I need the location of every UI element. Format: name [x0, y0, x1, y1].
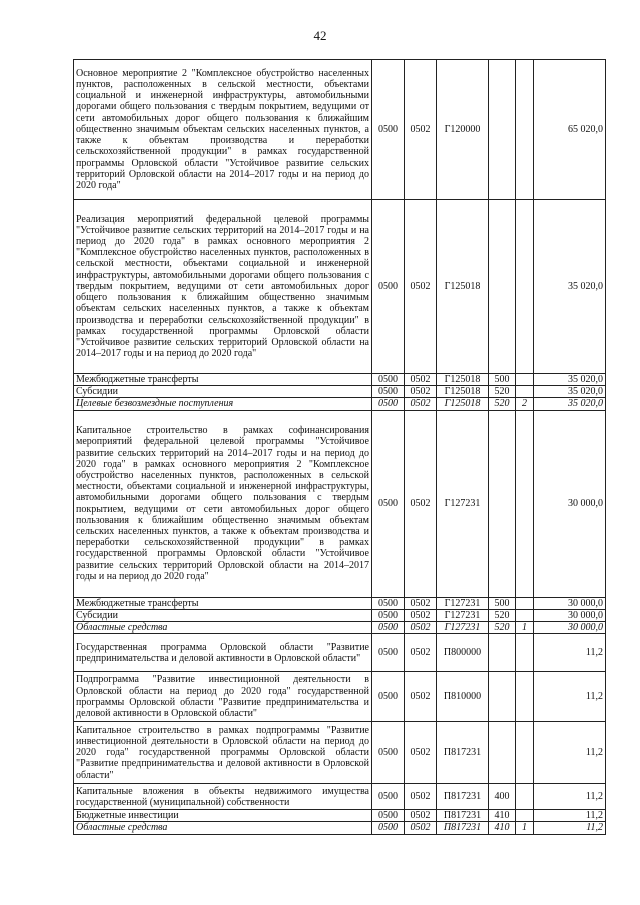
table-row — [74, 398, 606, 410]
expense-type-code — [489, 60, 516, 200]
table-row — [74, 597, 606, 609]
budget-table — [73, 59, 606, 835]
section-code: 0500 — [372, 622, 405, 634]
funding-kind — [516, 200, 534, 374]
table-row — [74, 722, 606, 784]
row-description: Областные средства — [74, 622, 372, 634]
row-description: Капитальные вложения в объекты недвижимого имущества государственной (муниципальной) собственности — [74, 784, 372, 810]
target-article-code: Г125018 — [437, 200, 489, 374]
section-code: 0500 — [372, 822, 405, 834]
table-row — [74, 60, 606, 200]
subsection-code: 0502 — [405, 784, 437, 810]
funding-kind — [516, 386, 534, 398]
amount: 11,2 — [534, 822, 606, 834]
table-row — [74, 374, 606, 386]
table-row — [74, 810, 606, 822]
table-row — [74, 634, 606, 672]
subsection-code: 0502 — [405, 810, 437, 822]
row-description: Капитальное строительство в рамках софинансирования мероприятий федеральной целевой программы "Устойчивое развитие сельских территорий на 2014–2017 годы и на период до 2020 года" в рамках основного мероприятия 2 "Комплексное обустройство населенных пунктов, расположенных в сельской местности, объектами социальной и инженерной инфраструктуры, автомобильными дорогами общего пользования с твердым покрытием, ведущими от сети автомобильных дорог общего пользования к ближайшим общественно значимым объектам сельских населенных пунктов, а также к объектам производства и переработки сельскохозяйственной продукции" в рамках государственной программы Орловской области "Устойчивое развитие сельских территорий Орловской области на 2014–2017 годы и на период до 2020 года" — [74, 410, 372, 597]
target-article-code: Г127231 — [437, 597, 489, 609]
table-row — [74, 622, 606, 634]
section-code: 0500 — [372, 398, 405, 410]
subsection-code: 0502 — [405, 609, 437, 621]
expense-type-code: 520 — [489, 622, 516, 634]
amount: 11,2 — [534, 722, 606, 784]
target-article-code: П817231 — [437, 810, 489, 822]
amount: 65 020,0 — [534, 60, 606, 200]
amount: 35 020,0 — [534, 386, 606, 398]
subsection-code: 0502 — [405, 60, 437, 200]
subsection-code: 0502 — [405, 374, 437, 386]
amount: 30 000,0 — [534, 609, 606, 621]
section-code: 0500 — [372, 672, 405, 722]
funding-kind — [516, 597, 534, 609]
row-description: Подпрограмма "Развитие инвестиционной деятельности в Орловской области на период до 2020 года" государственной программы Орловской области "Развитие предпринимательства и деловой активности в Орловской области" — [74, 672, 372, 722]
subsection-code: 0502 — [405, 634, 437, 672]
funding-kind — [516, 410, 534, 597]
section-code: 0500 — [372, 200, 405, 374]
subsection-code: 0502 — [405, 410, 437, 597]
expense-type-code — [489, 634, 516, 672]
row-description: Реализация мероприятий федеральной целевой программы "Устойчивое развитие сельских территорий на 2014–2017 годы и на период до 2020 года" в рамках основного мероприятия 2 "Комплексное обустройство населенных пунктов, расположенных в сельской местности, объектами социальной и инженерной инфраструктуры, автомобильными дорогами общего пользования с твердым покрытием, ведущими от сети автомобильных дорог общего пользования к ближайшим общественно значимым объектам сельских населенных пунктов, а также к объектам производства и переработки сельскохозяйственной продукции" в рамках государственной программы Орловской области "Устойчивое развитие сельских территорий Орловской области на 2014–2017 годы и на период до 2020 года" — [74, 200, 372, 374]
expense-type-code: 520 — [489, 609, 516, 621]
amount: 35 020,0 — [534, 200, 606, 374]
target-article-code: Г127231 — [437, 410, 489, 597]
funding-kind — [516, 672, 534, 722]
subsection-code: 0502 — [405, 622, 437, 634]
subsection-code: 0502 — [405, 822, 437, 834]
row-description: Основное мероприятие 2 "Комплексное обустройство населенных пунктов, расположенных в сельской местности, объектами социальной и инженерной инфраструктуры, автомобильными дорогами общего пользования с твердым покрытием, ведущими от сети автомобильных дорог общего пользования к ближайшим общественно значимым объектам сельских населенных пунктов, а также к объектам производства и переработки сельскохозяйственной продукции" в рамках государственной программы Орловской области "Устойчивое развитие сельских территорий Орловской области на 2014–2017 годы и на период до 2020 года" — [74, 60, 372, 200]
row-description: Межбюджетные трансферты — [74, 597, 372, 609]
page-number: 42 — [313, 28, 327, 43]
section-code: 0500 — [372, 609, 405, 621]
target-article-code: П817231 — [437, 822, 489, 834]
amount: 11,2 — [534, 784, 606, 810]
table-row — [74, 672, 606, 722]
table-row — [74, 200, 606, 374]
funding-kind — [516, 60, 534, 200]
funding-kind — [516, 722, 534, 784]
section-code: 0500 — [372, 722, 405, 784]
target-article-code: Г125018 — [437, 386, 489, 398]
row-description: Субсидии — [74, 609, 372, 621]
target-article-code: Г127231 — [437, 609, 489, 621]
target-article-code: П800000 — [437, 634, 489, 672]
amount: 30 000,0 — [534, 410, 606, 597]
funding-kind: 1 — [516, 822, 534, 834]
target-article-code: Г127231 — [437, 622, 489, 634]
budget-table-body — [74, 60, 606, 835]
expense-type-code: 520 — [489, 386, 516, 398]
table-row — [74, 784, 606, 810]
section-code: 0500 — [372, 784, 405, 810]
row-description: Государственная программа Орловской области "Развитие предпринимательства и деловой активности в Орловской области" — [74, 634, 372, 672]
amount: 35 020,0 — [534, 374, 606, 386]
subsection-code: 0502 — [405, 672, 437, 722]
funding-kind — [516, 374, 534, 386]
section-code: 0500 — [372, 386, 405, 398]
row-description: Областные средства — [74, 822, 372, 834]
expense-type-code: 410 — [489, 822, 516, 834]
subsection-code: 0502 — [405, 386, 437, 398]
target-article-code: Г120000 — [437, 60, 489, 200]
row-description: Бюджетные инвестиции — [74, 810, 372, 822]
amount: 30 000,0 — [534, 597, 606, 609]
amount: 30 000,0 — [534, 622, 606, 634]
expense-type-code: 520 — [489, 398, 516, 410]
expense-type-code — [489, 200, 516, 374]
target-article-code: Г125018 — [437, 374, 489, 386]
funding-kind — [516, 810, 534, 822]
subsection-code: 0502 — [405, 722, 437, 784]
target-article-code: П817231 — [437, 722, 489, 784]
target-article-code: П810000 — [437, 672, 489, 722]
funding-kind: 1 — [516, 622, 534, 634]
section-code: 0500 — [372, 634, 405, 672]
row-description: Целевые безвозмездные поступления — [74, 398, 372, 410]
expense-type-code: 410 — [489, 810, 516, 822]
subsection-code: 0502 — [405, 597, 437, 609]
section-code: 0500 — [372, 410, 405, 597]
table-row — [74, 386, 606, 398]
table-row — [74, 609, 606, 621]
table-row — [74, 822, 606, 834]
expense-type-code: 500 — [489, 597, 516, 609]
funding-kind: 2 — [516, 398, 534, 410]
section-code: 0500 — [372, 60, 405, 200]
amount: 11,2 — [534, 810, 606, 822]
expense-type-code — [489, 672, 516, 722]
funding-kind — [516, 609, 534, 621]
row-description: Субсидии — [74, 386, 372, 398]
funding-kind — [516, 784, 534, 810]
table-row — [74, 410, 606, 597]
target-article-code: П817231 — [437, 784, 489, 810]
expense-type-code — [489, 410, 516, 597]
section-code: 0500 — [372, 374, 405, 386]
expense-type-code — [489, 722, 516, 784]
expense-type-code: 400 — [489, 784, 516, 810]
section-code: 0500 — [372, 810, 405, 822]
expense-type-code: 500 — [489, 374, 516, 386]
subsection-code: 0502 — [405, 398, 437, 410]
row-description: Капитальное строительство в рамках подпрограммы "Развитие инвестиционной деятельности в Орловской области на период до 2020 года" государственной программы Орловской области "Развитие предпринимательства и деловой активности в Орловской области" — [74, 722, 372, 784]
row-description: Межбюджетные трансферты — [74, 374, 372, 386]
target-article-code: Г125018 — [437, 398, 489, 410]
section-code: 0500 — [372, 597, 405, 609]
subsection-code: 0502 — [405, 200, 437, 374]
amount: 35 020,0 — [534, 398, 606, 410]
amount: 11,2 — [534, 672, 606, 722]
funding-kind — [516, 634, 534, 672]
amount: 11,2 — [534, 634, 606, 672]
